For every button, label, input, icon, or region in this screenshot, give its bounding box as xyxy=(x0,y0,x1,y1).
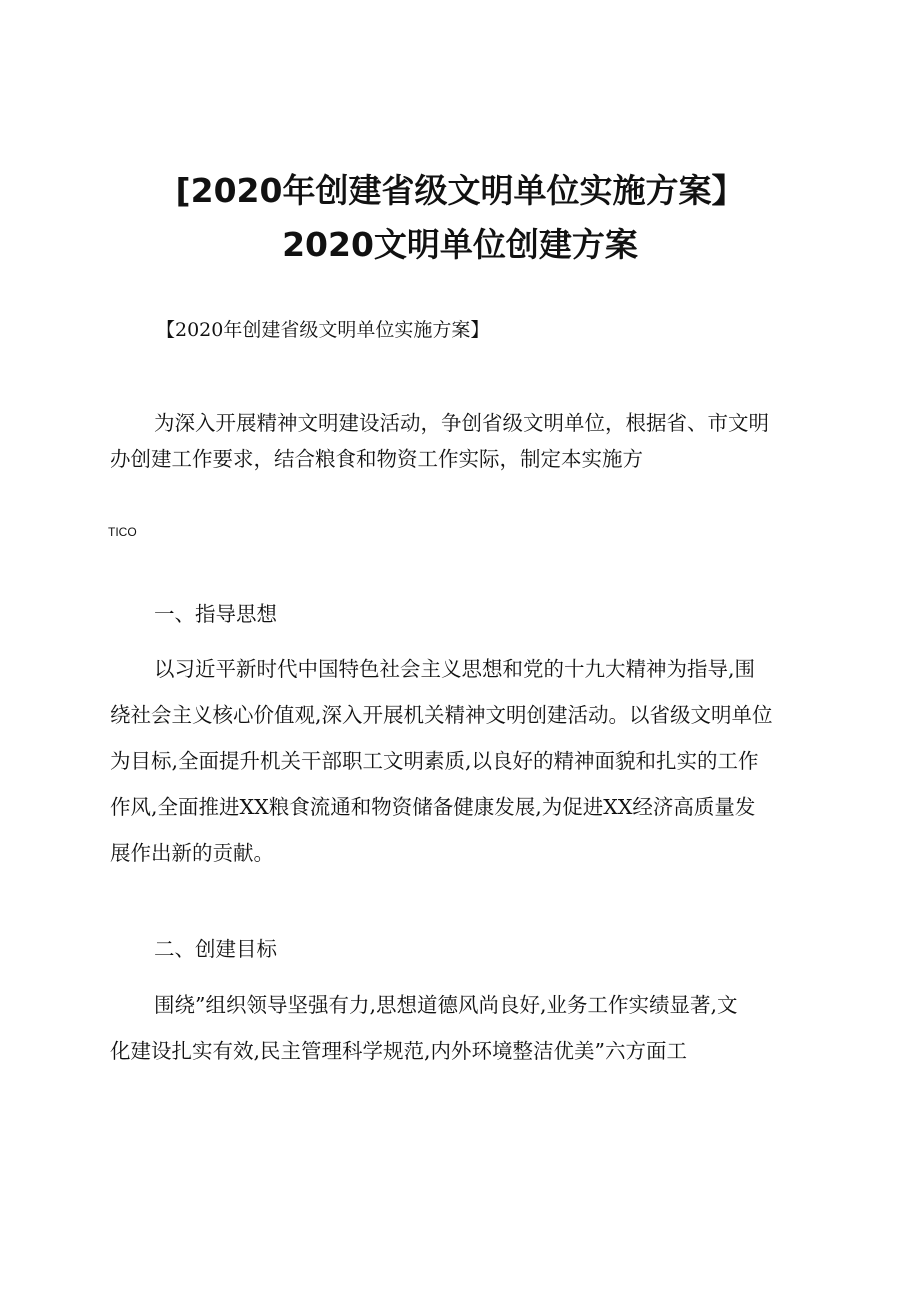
intro-line-2: 办创建工作要求，结合粮食和物资工作实际，制定本实施方 xyxy=(110,447,643,471)
paragraph-line: 围绕”组织领导坚强有力,思想道德风尚良好,业务工作实绩显著,文 xyxy=(154,993,738,1017)
section-heading-guiding-thought: 一、指导思想 xyxy=(154,602,277,626)
paragraph-line: 以习近平新时代中国特色社会主义思想和党的十九大精神为指导,围 xyxy=(154,657,756,681)
paragraph-line: 绕社会主义核心价值观,深入开展机关精神文明创建活动。以省级文明单位 xyxy=(110,703,773,727)
paragraph-line: 展作出新的贡献。 xyxy=(110,841,274,865)
paragraph-line: 化建设扎实有效,民主管理科学规范,内外环境整洁优美”六方面工 xyxy=(110,1039,688,1063)
creation-goals-paragraph xyxy=(110,982,825,1074)
subheading: 【2020年创建省级文明单位实施方案】 xyxy=(156,319,490,341)
paragraph-line: 作风,全面推进XX粮食流通和物资储备健康发展,为促进XX经济高质量发 xyxy=(110,795,756,819)
title-line-1: [2020年创建省级文明单位实施方案】 xyxy=(175,171,745,210)
intro-line-1: 为深入开展精神文明建设活动，争创省级文明单位，根据省、市文明 xyxy=(154,411,769,435)
document-title xyxy=(0,164,920,272)
intro-paragraph xyxy=(110,405,825,477)
guiding-thought-paragraph xyxy=(110,646,825,876)
paragraph-line: 为目标,全面提升机关干部职工文明素质,以良好的精神面貌和扎实的工作 xyxy=(110,749,759,773)
stray-text: TICO xyxy=(108,525,137,539)
section-heading-creation-goals: 二、创建目标 xyxy=(154,937,277,961)
title-line-2: 2020文明单位创建方案 xyxy=(282,225,638,264)
